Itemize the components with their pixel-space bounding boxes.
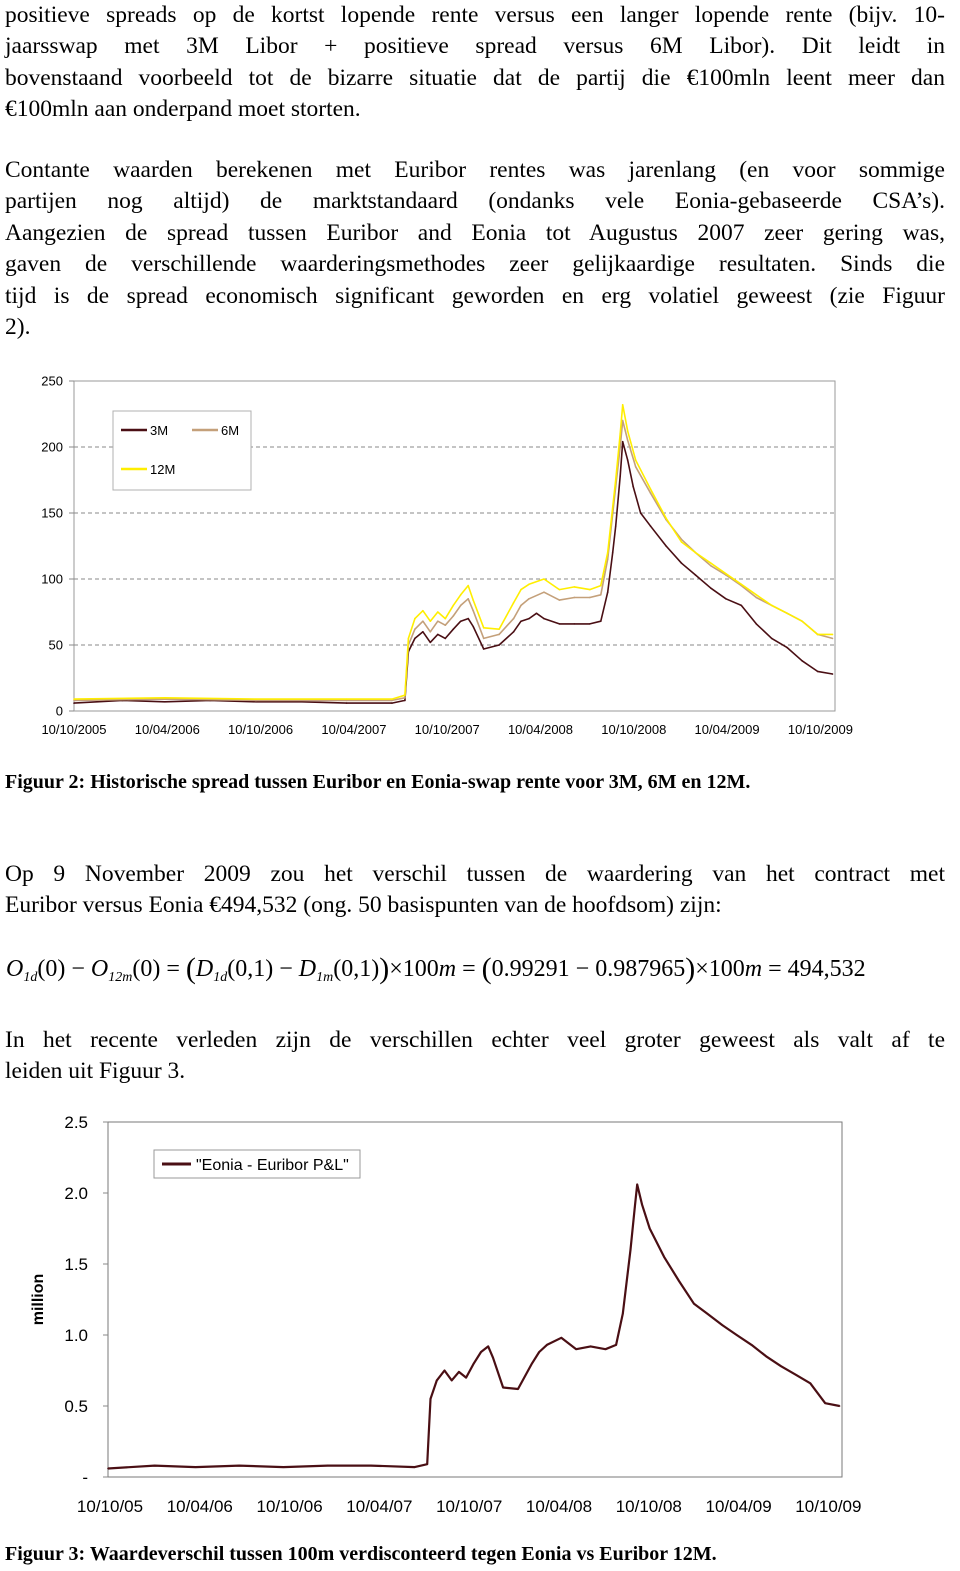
y-tick-label: 250 bbox=[41, 373, 63, 389]
data-point bbox=[589, 589, 591, 591]
paragraph-1 bbox=[5, 0, 945, 126]
formula-symbol: m bbox=[744, 956, 763, 982]
y-tick-label: 200 bbox=[41, 439, 63, 455]
data-point bbox=[640, 512, 642, 514]
data-point bbox=[546, 1344, 548, 1346]
data-point bbox=[483, 648, 485, 650]
x-tick-label: 10/10/06 bbox=[256, 1497, 323, 1516]
formula-number: 0.99291 bbox=[491, 956, 570, 982]
formula-number: 0.987965 bbox=[595, 956, 686, 982]
data-point bbox=[531, 1363, 533, 1365]
valuation-formula bbox=[6, 952, 960, 992]
data-point bbox=[786, 613, 788, 615]
spread-chart bbox=[0, 365, 960, 745]
legend-label: 3M bbox=[150, 423, 169, 438]
data-point bbox=[437, 611, 439, 613]
data-point bbox=[538, 1351, 540, 1353]
data-point bbox=[636, 1184, 638, 1186]
x-tick-label: 10/10/09 bbox=[795, 1497, 862, 1516]
data-point bbox=[795, 1374, 797, 1376]
data-point bbox=[528, 598, 530, 600]
formula-subscript: 1m bbox=[316, 970, 334, 985]
data-point bbox=[695, 574, 697, 576]
paragraph-line: Euribor versus Eonia €494,532 (ong. 50 basispunten van de hoofdsom) zijn: bbox=[5, 892, 722, 919]
data-point bbox=[536, 613, 538, 615]
data-point bbox=[327, 1465, 329, 1467]
data-point bbox=[650, 525, 652, 527]
data-point bbox=[444, 1370, 446, 1372]
data-point bbox=[663, 1256, 665, 1258]
data-point bbox=[107, 1468, 109, 1470]
formula-symbol: D bbox=[298, 956, 317, 982]
data-point bbox=[635, 459, 637, 461]
data-point bbox=[780, 1365, 782, 1367]
data-point bbox=[622, 404, 624, 406]
data-point bbox=[589, 597, 591, 599]
formula-paren: ( bbox=[185, 952, 196, 985]
data-point bbox=[786, 647, 788, 649]
data-point bbox=[632, 486, 634, 488]
data-point bbox=[452, 615, 454, 617]
data-point bbox=[487, 1346, 489, 1348]
data-point bbox=[809, 1382, 811, 1384]
data-point bbox=[430, 1398, 432, 1400]
data-point bbox=[832, 638, 834, 640]
data-point bbox=[559, 623, 561, 625]
data-point bbox=[801, 660, 803, 662]
data-point bbox=[678, 1280, 680, 1282]
data-point bbox=[437, 634, 439, 636]
data-point bbox=[255, 698, 257, 700]
formula-symbol: O bbox=[90, 956, 109, 982]
data-point bbox=[722, 1324, 724, 1326]
paragraph-4 bbox=[5, 1025, 945, 1088]
y-tick-label: 50 bbox=[48, 637, 63, 653]
data-point bbox=[755, 597, 757, 599]
formula-paren: ( bbox=[481, 952, 492, 985]
x-tick-label: 10/10/05 bbox=[76, 1497, 144, 1516]
data-point bbox=[391, 698, 393, 700]
data-point bbox=[710, 562, 712, 564]
data-point bbox=[528, 618, 530, 620]
data-point bbox=[693, 1303, 695, 1305]
data-point bbox=[817, 634, 819, 636]
paragraph-line: In het recente verleden zijn de verschillen echter veel groter geweest als valt af te bbox=[5, 1027, 945, 1053]
data-point bbox=[502, 1387, 504, 1389]
data-point bbox=[615, 1344, 617, 1346]
data-point bbox=[513, 631, 515, 633]
data-point bbox=[452, 628, 454, 630]
data-point bbox=[600, 594, 602, 596]
data-point bbox=[832, 634, 834, 636]
data-point bbox=[600, 620, 602, 622]
data-point bbox=[824, 1402, 826, 1404]
formula-subscript: 1d bbox=[23, 970, 38, 985]
data-point bbox=[467, 585, 469, 587]
data-point bbox=[414, 618, 416, 620]
data-point bbox=[404, 694, 406, 696]
data-point bbox=[710, 565, 712, 567]
data-point bbox=[483, 627, 485, 629]
data-point bbox=[612, 552, 614, 554]
x-tick-label: 10/04/08 bbox=[525, 1497, 593, 1516]
data-point bbox=[543, 618, 545, 620]
data-point bbox=[725, 598, 727, 600]
data-point bbox=[164, 701, 166, 703]
pnl-chart bbox=[0, 1100, 960, 1530]
data-point bbox=[404, 697, 406, 699]
data-point bbox=[444, 618, 446, 620]
x-tick-label: 10/04/09 bbox=[705, 1497, 772, 1516]
data-point bbox=[414, 628, 416, 630]
data-point bbox=[574, 586, 576, 588]
data-point bbox=[736, 1334, 738, 1336]
data-point bbox=[605, 1348, 607, 1350]
data-point bbox=[751, 1344, 753, 1346]
formula-text: 100 bbox=[402, 956, 439, 982]
data-point bbox=[422, 620, 424, 622]
data-point bbox=[707, 1313, 709, 1315]
y-tick-label: 2.5 bbox=[64, 1112, 88, 1132]
figure-3-caption: Figuur 3: Waardeverschil tussen 100m verdisconteerd tegen Eonia vs Euribor 12M. bbox=[5, 1543, 717, 1565]
formula-operator: − bbox=[279, 956, 293, 982]
data-point bbox=[472, 626, 474, 628]
formula-subscript: 12m bbox=[108, 970, 133, 985]
data-point bbox=[391, 702, 393, 704]
formula-operator: − bbox=[575, 956, 590, 982]
data-point bbox=[590, 1346, 592, 1348]
data-point bbox=[414, 638, 416, 640]
x-tick-label: 10/04/06 bbox=[166, 1497, 233, 1516]
data-point bbox=[543, 578, 545, 580]
legend-label: 12M bbox=[150, 462, 176, 477]
paragraph-line: partijen nog altijd) de marktstandaard (ondanks vele Eonia-gebaseerde CSA’s). bbox=[5, 188, 945, 215]
paragraph-line: positieve spreads op de kortst lopende rente versus een langer lopende rente (bijv. 10- bbox=[5, 2, 945, 28]
formula-symbol: O bbox=[6, 956, 24, 982]
data-point bbox=[641, 1204, 643, 1206]
data-point bbox=[622, 441, 624, 443]
data-point bbox=[404, 700, 406, 702]
paragraph-line: leiden uit Figuur 3. bbox=[5, 1058, 186, 1085]
data-point bbox=[498, 628, 500, 630]
formula-text: (0,1) bbox=[227, 956, 274, 982]
data-point bbox=[458, 1371, 460, 1373]
data-point bbox=[665, 545, 667, 547]
formula-text: (0,1) bbox=[333, 956, 380, 982]
formula-operator: − bbox=[71, 956, 85, 982]
data-point bbox=[460, 620, 462, 622]
formula-operator: × bbox=[389, 956, 403, 982]
data-point bbox=[650, 492, 652, 494]
paragraph-line: Op 9 November 2009 zou het verschil tussen de waardering van het contract met bbox=[5, 861, 945, 887]
formula-operator: = bbox=[462, 956, 476, 982]
data-point bbox=[665, 517, 667, 519]
data-point bbox=[430, 631, 432, 633]
data-point bbox=[801, 620, 803, 622]
x-tick-label: 10/10/2005 bbox=[41, 722, 107, 737]
formula-operator: = bbox=[768, 956, 782, 982]
data-point bbox=[710, 587, 712, 589]
x-tick-label: 10/10/2006 bbox=[228, 722, 294, 737]
data-point bbox=[559, 589, 561, 591]
data-point bbox=[681, 562, 683, 564]
y-tick-label: 0.5 bbox=[64, 1396, 88, 1416]
data-point bbox=[73, 702, 75, 704]
data-point bbox=[465, 1377, 467, 1379]
formula-operator: × bbox=[695, 956, 709, 982]
formula-paren: ) bbox=[379, 952, 390, 985]
data-point bbox=[301, 701, 303, 703]
formula-paren: ) bbox=[685, 952, 696, 985]
data-point bbox=[741, 605, 743, 607]
data-point bbox=[725, 573, 727, 575]
data-point bbox=[460, 594, 462, 596]
data-point bbox=[755, 594, 757, 596]
data-point bbox=[517, 1388, 519, 1390]
data-point bbox=[164, 697, 166, 699]
paragraph-line: bovenstaand voorbeeld tot de bizarre situatie dat de partij die €100mln leent meer dan bbox=[5, 64, 945, 91]
paragraph-line: gaven de verschillende waarderingsmethodes zeer gelijkaardige resultaten. Sinds die bbox=[5, 251, 945, 278]
data-point bbox=[283, 1466, 285, 1468]
paragraph-line: €100mln aan onderpand moet storten. bbox=[5, 96, 361, 123]
x-tick-label: 10/10/08 bbox=[615, 1497, 682, 1516]
data-point bbox=[619, 475, 621, 477]
data-point bbox=[755, 623, 757, 625]
data-point bbox=[575, 1348, 577, 1350]
data-point bbox=[771, 638, 773, 640]
data-point bbox=[615, 525, 617, 527]
y-tick-label: 100 bbox=[41, 571, 63, 587]
y-tick-label: 1.0 bbox=[64, 1325, 88, 1345]
data-point bbox=[444, 624, 446, 626]
data-point bbox=[513, 602, 515, 604]
paragraph-line: Aangezien de spread tussen Euribor and Eonia tot Augustus 2007 zeer gering was, bbox=[5, 219, 945, 246]
data-point bbox=[426, 1463, 428, 1465]
formula-operator: = bbox=[166, 956, 180, 982]
data-point bbox=[543, 591, 545, 593]
data-point bbox=[627, 430, 629, 432]
x-tick-label: 10/04/2007 bbox=[321, 722, 387, 737]
data-point bbox=[615, 479, 617, 481]
data-point bbox=[480, 1351, 482, 1353]
data-point bbox=[346, 702, 348, 704]
y-tick-label: 0 bbox=[55, 703, 63, 719]
data-point bbox=[346, 698, 348, 700]
data-point bbox=[650, 488, 652, 490]
paragraph-2 bbox=[5, 155, 945, 343]
data-point bbox=[607, 591, 609, 593]
data-point bbox=[627, 440, 629, 442]
data-point bbox=[472, 599, 474, 601]
formula-result: 494,532 bbox=[787, 956, 866, 982]
data-point bbox=[408, 638, 410, 640]
data-point bbox=[467, 598, 469, 600]
x-tick-label: 10/04/2008 bbox=[507, 722, 574, 737]
x-tick-label: 10/04/07 bbox=[346, 1497, 413, 1516]
data-point bbox=[483, 638, 485, 640]
y-axis-label: million bbox=[30, 1273, 47, 1326]
data-point bbox=[422, 610, 424, 612]
legend-label: "Eonia - Euribor P&L" bbox=[196, 1157, 349, 1174]
data-point bbox=[695, 552, 697, 554]
data-point bbox=[73, 698, 75, 700]
paragraph-line: jaarsswap met 3M Libor + positieve spread versus 6M Libor). Dit leidt in bbox=[5, 33, 945, 60]
data-point bbox=[635, 466, 637, 468]
data-point bbox=[520, 589, 522, 591]
formula-text: (0) bbox=[37, 956, 66, 982]
formula-symbol: D bbox=[195, 956, 214, 982]
series-line bbox=[108, 1185, 840, 1469]
data-point bbox=[619, 433, 621, 435]
data-point bbox=[574, 597, 576, 599]
data-point bbox=[436, 1380, 438, 1382]
data-point bbox=[634, 1206, 636, 1208]
data-point bbox=[817, 671, 819, 673]
data-point bbox=[839, 1405, 841, 1407]
data-point bbox=[771, 605, 773, 607]
paragraph-line: tijd is de spread economisch significant geworden en erg volatiel geweest (zie Figuur bbox=[5, 282, 945, 309]
data-point bbox=[472, 610, 474, 612]
formula-text: 100 bbox=[708, 956, 745, 982]
data-point bbox=[520, 605, 522, 607]
x-tick-label: 10/04/2009 bbox=[694, 722, 760, 737]
data-point bbox=[492, 1357, 494, 1359]
data-point bbox=[430, 642, 432, 644]
data-point bbox=[370, 1465, 372, 1467]
y-tick-label: 1.5 bbox=[64, 1254, 88, 1274]
figure-2-caption: Figuur 2: Historische spread tussen Euribor en Eonia-swap rente voor 3M, 6M en 12M. bbox=[5, 771, 751, 793]
data-point bbox=[630, 1249, 632, 1251]
data-point bbox=[460, 605, 462, 607]
data-point bbox=[498, 634, 500, 636]
data-point bbox=[649, 1228, 651, 1230]
data-point bbox=[473, 1363, 475, 1365]
data-point bbox=[574, 623, 576, 625]
data-point bbox=[627, 459, 629, 461]
formula-text: (0) bbox=[132, 956, 161, 982]
data-point bbox=[622, 1313, 624, 1315]
data-point bbox=[559, 599, 561, 601]
paragraph-line: 2). bbox=[5, 314, 31, 341]
paragraph-line: Contante waarden berekenen met Euribor rentes was jarenlang (en voor sommige bbox=[5, 157, 945, 183]
y-tick-label: - bbox=[82, 1467, 88, 1487]
data-point bbox=[430, 620, 432, 622]
data-point bbox=[681, 541, 683, 543]
data-point bbox=[741, 583, 743, 585]
data-point bbox=[560, 1337, 562, 1339]
data-point bbox=[765, 1356, 767, 1358]
data-point bbox=[513, 618, 515, 620]
x-tick-label: 10/10/2009 bbox=[787, 722, 853, 737]
x-tick-label: 10/10/2007 bbox=[414, 722, 480, 737]
data-point bbox=[607, 552, 609, 554]
data-point bbox=[451, 1380, 453, 1382]
x-tick-label: 10/10/2008 bbox=[601, 722, 667, 737]
data-point bbox=[414, 1466, 416, 1468]
data-point bbox=[520, 620, 522, 622]
legend-label: 6M bbox=[221, 423, 240, 438]
data-point bbox=[444, 638, 446, 640]
x-tick-label: 10/04/2006 bbox=[134, 722, 200, 737]
data-point bbox=[437, 620, 439, 622]
data-point bbox=[195, 1466, 197, 1468]
data-point bbox=[422, 631, 424, 633]
data-point bbox=[238, 1465, 240, 1467]
y-tick-label: 150 bbox=[41, 505, 63, 521]
data-point bbox=[452, 605, 454, 607]
x-tick-label: 10/10/07 bbox=[436, 1497, 503, 1516]
data-point bbox=[589, 623, 591, 625]
data-point bbox=[467, 618, 469, 620]
y-tick-label: 2.0 bbox=[64, 1183, 88, 1203]
data-point bbox=[498, 644, 500, 646]
formula-symbol: m bbox=[438, 956, 457, 982]
data-point bbox=[528, 583, 530, 585]
data-point bbox=[832, 673, 834, 675]
data-point bbox=[600, 585, 602, 587]
formula-subscript: 1d bbox=[213, 970, 228, 985]
paragraph-3 bbox=[5, 859, 945, 922]
data-point bbox=[154, 1465, 156, 1467]
